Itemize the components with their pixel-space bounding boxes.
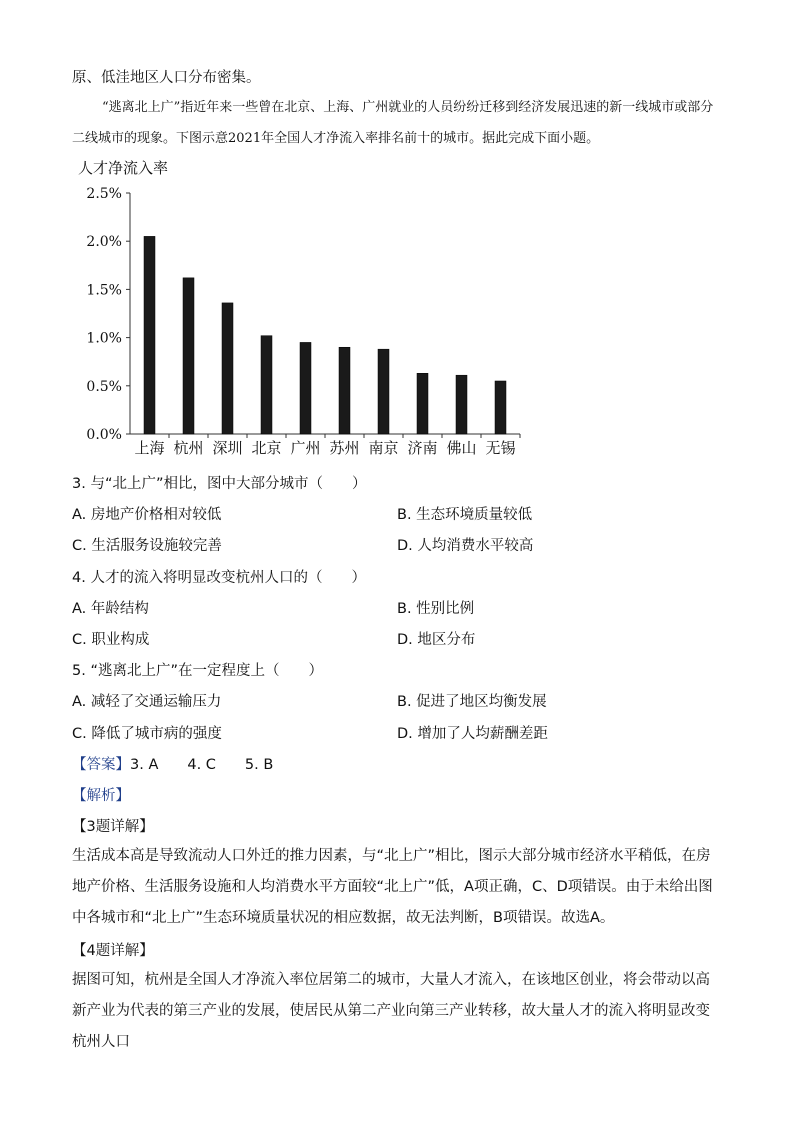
question-3-option-b: B. 生态环境质量较低 xyxy=(397,507,533,523)
x-tick-label: 南京 xyxy=(368,439,399,457)
question-3-option-d: D. 人均消费水平较高 xyxy=(397,538,534,554)
y-tick-label: 1.0% xyxy=(86,330,122,347)
detail-4-tag: 【4题详解】 xyxy=(72,943,154,959)
question-5-option-d: D. 增加了人均薪酬差距 xyxy=(397,726,548,742)
top-line-text: 原、低洼地区人口分布密集。 xyxy=(72,70,261,86)
x-tick-label: 广州 xyxy=(290,439,321,457)
x-tick-label: 深圳 xyxy=(212,439,243,457)
bar-7 xyxy=(378,349,389,434)
answer-tag: 【答案】 xyxy=(72,757,130,773)
question-3-stem: 3. 与“北上广”相比，图中大部分城市（ ） xyxy=(72,476,367,492)
question-4-option-d: D. 地区分布 xyxy=(397,632,476,648)
bar-1 xyxy=(144,236,155,434)
bar-5 xyxy=(300,342,311,434)
analysis-tag: 【解析】 xyxy=(72,788,130,804)
question-3-option-a: A. 房地产价格相对较低 xyxy=(72,507,222,523)
bar-4 xyxy=(261,336,272,434)
question-4-option-a: A. 年龄结构 xyxy=(72,601,149,617)
x-tick-label: 杭州 xyxy=(173,439,204,457)
bar-3 xyxy=(222,303,233,434)
question-4-option-c: C. 职业构成 xyxy=(72,632,150,648)
x-tick-label: 佛山 xyxy=(446,439,477,457)
bar-10 xyxy=(495,381,506,434)
y-tick-label: 2.0% xyxy=(86,234,122,251)
question-5-option-b: B. 促进了地区均衡发展 xyxy=(397,694,547,710)
bar-chart xyxy=(0,175,794,475)
question-4-option-b: B. 性别比例 xyxy=(397,601,475,617)
detail-3-text: 生活成本高是导致流动人口外迁的推力因素，与“北上广”相比，图示大部分城市经济水平稍低，在房地产价格、生活服务设施和人均消费水平方面较“北上广”低，A项正确，C、D项错误。由于未给出图中各城市和“北上广”生态环境质量状况的相应数据，故无法判断，B项错误。故选A。 xyxy=(72,848,713,926)
detail-3-tag: 【3题详解】 xyxy=(72,819,154,835)
y-tick-label: 0.0% xyxy=(86,427,122,443)
intro-text: “逃离北上广”指近年来一些曾在北京、上海、广州就业的人员纷纷迁移到经济发展迅速的新一线城市或部分二线城市的现象。下图示意2021年全国人才净流入率排名前十的城市。据此完成下面小题。 xyxy=(72,100,714,146)
y-tick-label: 2.5% xyxy=(86,186,122,202)
x-tick-label: 苏州 xyxy=(329,439,360,457)
bar-9 xyxy=(456,375,467,434)
question-3-option-c: C. 生活服务设施较完善 xyxy=(72,538,222,554)
question-5-option-a: A. 减轻了交通运输压力 xyxy=(72,694,222,710)
question-5-option-c: C. 降低了城市病的强度 xyxy=(72,726,222,742)
answer-line xyxy=(72,753,273,774)
y-tick-label: 0.5% xyxy=(86,378,122,395)
bar-6 xyxy=(339,347,350,434)
question-4-stem: 4. 人才的流入将明显改变杭州人口的（ ） xyxy=(72,570,366,586)
chart-bars xyxy=(144,236,506,434)
answer-text: 3. A 4. C 5. B xyxy=(130,757,274,773)
question-5-stem: 5. “逃离北上广”在一定程度上（ ） xyxy=(72,663,323,679)
bar-8 xyxy=(417,373,428,434)
y-tick-label: 1.5% xyxy=(86,282,122,299)
intro-paragraph xyxy=(72,92,722,154)
x-tick-label: 北京 xyxy=(251,439,282,457)
x-tick-label: 上海 xyxy=(134,439,165,457)
chart-y-axis-label: 人才净流入率 xyxy=(78,159,169,177)
detail-4-text: 据图可知，杭州是全国人才净流入率位居第二的城市，大量人才流入，在该地区创业，将会带动以高新产业为代表的第三产业的发展，使居民从第二产业向第三产业转移，故大量人才的流入将明显改变杭州人口 xyxy=(72,972,710,1050)
x-tick-label: 济南 xyxy=(407,439,438,457)
bar-2 xyxy=(183,278,194,434)
x-tick-label: 无锡 xyxy=(485,439,516,457)
